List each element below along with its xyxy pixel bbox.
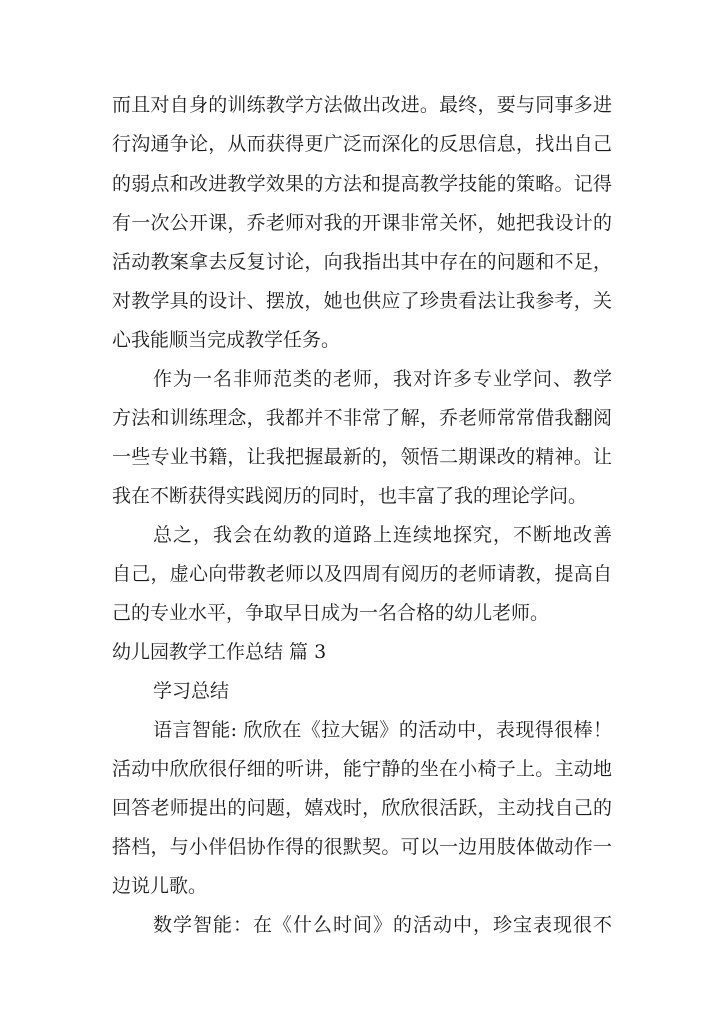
paragraph-first-line: 总之，我会在幼教的道路上连续地探究，不断地改善 [153, 524, 612, 546]
paragraph-line: 而且对自身的训练教学方法做出改进。最终，要与同事多进 [112, 94, 612, 116]
paragraph-line: 一些专业书籍，让我把握最新的，领悟二期课改的精神。让 [112, 446, 612, 468]
paragraph-line: 的弱点和改进教学效果的方法和提高教学技能的策略。记得 [112, 173, 612, 195]
paragraph-line: 自己，虚心向带教老师以及四周有阅历的老师请教，提高自 [112, 563, 612, 585]
subsection-heading: 学习总结 [153, 680, 230, 702]
paragraph-line: 搭档，与小伴侣协作得的很默契。可以一边用肢体做动作一 [112, 836, 612, 858]
paragraph-line: 有一次公开课，乔老师对我的开课非常关怀，她把我设计的 [112, 212, 612, 234]
paragraph-first-line: 作为一名非师范类的老师，我对许多专业学问、教学 [153, 368, 612, 390]
paragraph-line: 方法和训练理念，我都并不非常了解，乔老师常常借我翻阅 [112, 407, 612, 429]
paragraph-line: 己的专业水平，争取早日成为一名合格的幼儿老师。 [112, 602, 550, 624]
paragraph-line: 回答老师提出的问题，嬉戏时，欣欣很活跃，主动找自己的 [112, 797, 612, 819]
paragraph-line: 心我能顺当完成教学任务。 [112, 329, 341, 351]
paragraph-line: 活动中欣欣很仔细的听讲，能宁静的坐在小椅子上。主动地 [112, 758, 612, 780]
paragraph-line: 边说儿歌。 [112, 875, 208, 897]
section-heading: 幼儿园教学工作总结 篇 3 [112, 641, 327, 663]
paragraph-line: 行沟通争论，从而获得更广泛而深化的反思信息，找出自己 [112, 133, 612, 155]
paragraph-first-line: 数学智能：在《什么时间》的活动中，珍宝表现很不 [153, 914, 612, 936]
paragraph-line: 活动教案拿去反复讨论，向我指出其中存在的问题和不足， [112, 251, 612, 273]
paragraph-first-line: 语言智能: 欣欣在《拉大锯》的活动中，表现得很棒！ [153, 719, 612, 741]
paragraph-line: 对教学具的设计、摆放，她也供应了珍贵看法让我参考，关 [112, 290, 612, 312]
paragraph-line: 我在不断获得实践阅历的同时，也丰富了我的理论学问。 [112, 485, 588, 507]
